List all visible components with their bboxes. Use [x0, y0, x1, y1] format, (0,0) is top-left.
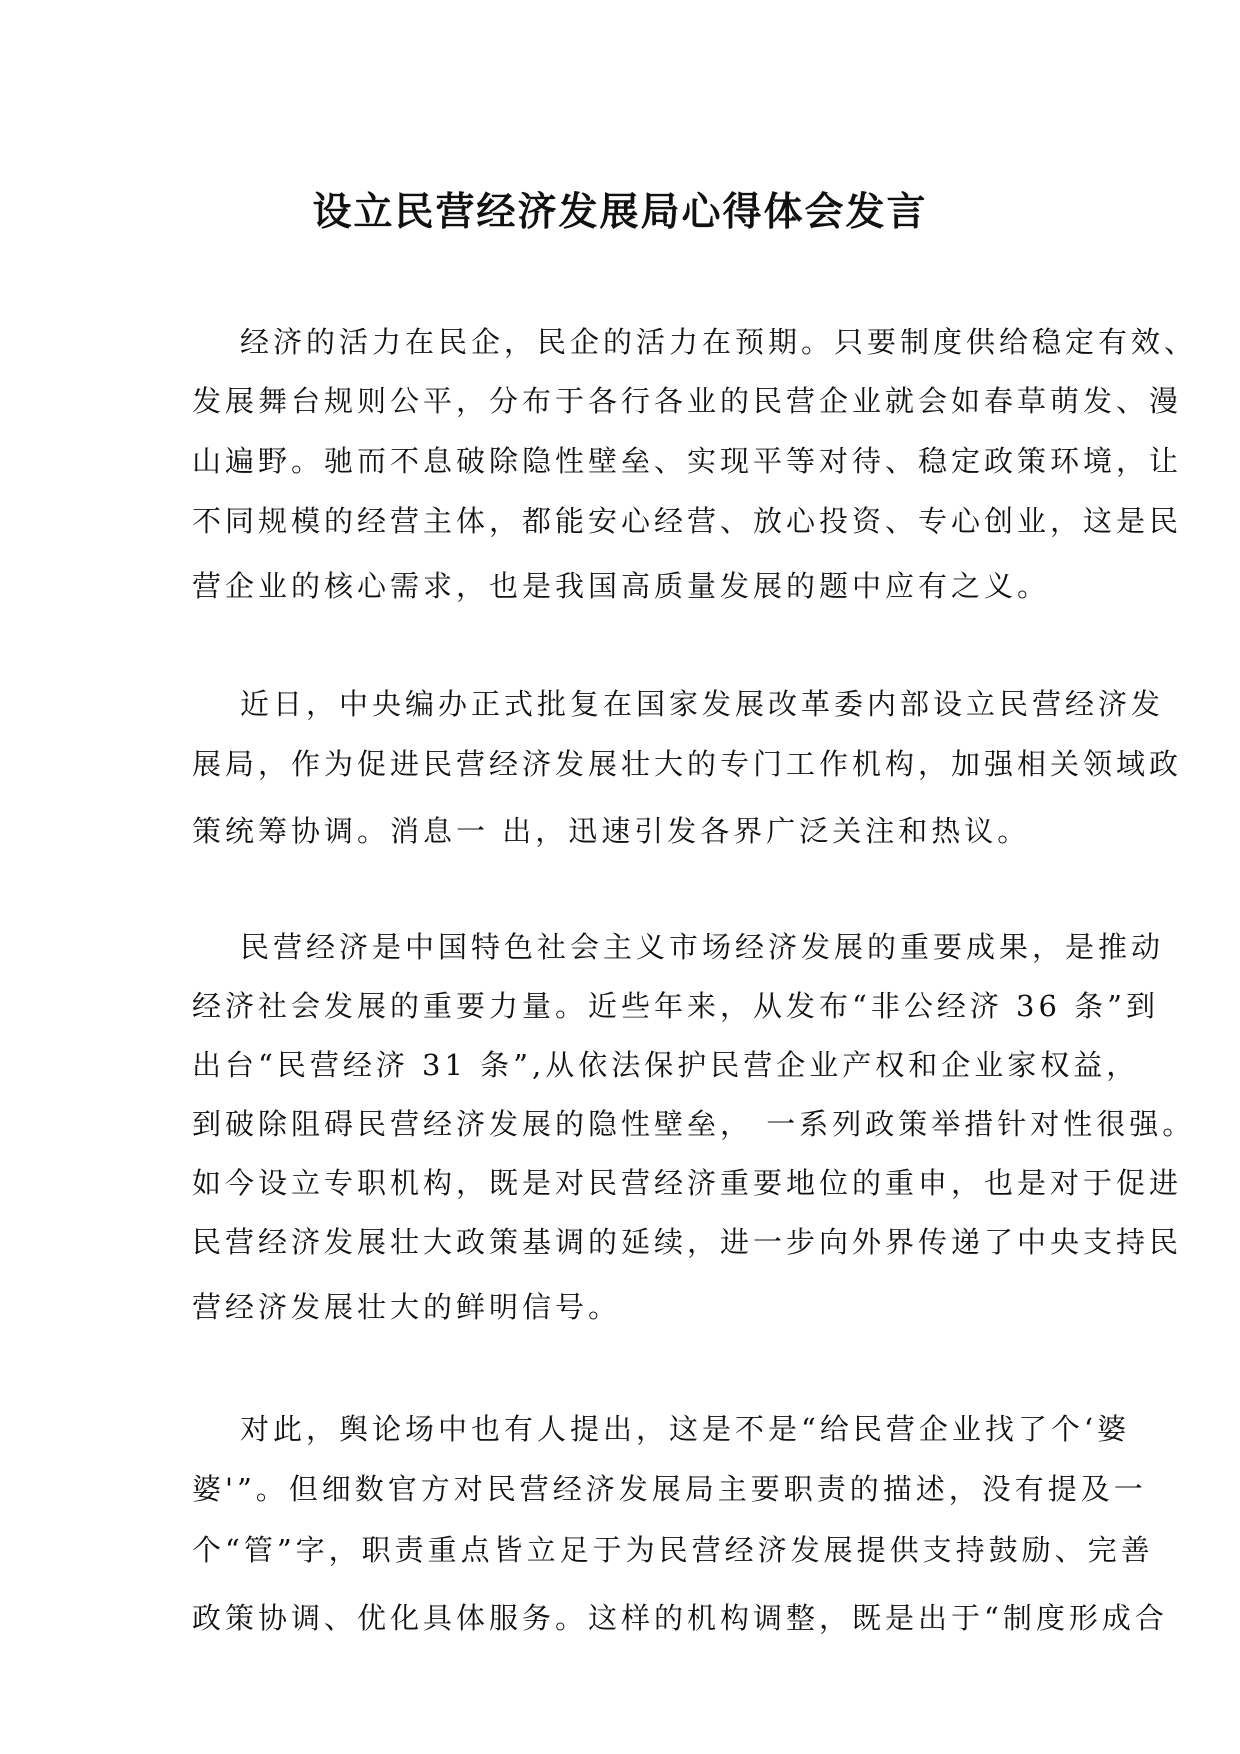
paragraph-line: 出台“民营经济 31 条”,从依法保护民营企业产权和企业家权益，	[192, 1048, 1140, 1082]
paragraph-line: 个“管”字，职责重点皆立足于为民营经济发展提供支持鼓励、完善	[192, 1533, 1154, 1567]
document-title: 设立民营经济发展局心得体会发言	[312, 190, 928, 235]
paragraph-line: 到破除阻碍民营经济发展的隐性壁垒， 一系列政策举措针对性很强。	[192, 1107, 1196, 1141]
paragraph-line: 经济的活力在民企，民企的活力在预期。只要制度供给稳定有效、	[240, 325, 1198, 359]
paragraph-line: 政策协调、优化具体服务。这样的机构调整，既是出于“制度形成合	[192, 1601, 1168, 1635]
paragraph-line: 不同规模的经营主体，都能安心经营、放心投资、专心创业，这是民	[192, 504, 1183, 538]
paragraph-line: 民营经济发展壮大政策基调的延续，进一步向外界传递了中央支持民	[192, 1225, 1183, 1259]
paragraph-line: 营经济发展壮大的鲜明信号。	[192, 1290, 622, 1324]
paragraph-line: 发展舞台规则公平，分布于各行各业的民营企业就会如春草萌发、漫	[192, 384, 1183, 418]
paragraph-line: 经济社会发展的重要力量。近些年来，从发布“非公经济 36 条”到	[192, 989, 1159, 1023]
paragraph-line: 营企业的核心需求，也是我国高质量发展的题中应有之义。	[192, 569, 1051, 603]
paragraph-line: 山遍野。驰而不息破除隐性壁垒、实现平等对待、稳定政策环境，让	[192, 444, 1183, 478]
paragraph-line: 婆'”。但细数官方对民营经济发展局主要职责的描述，没有提及一	[192, 1472, 1147, 1506]
paragraph-line: 近日，中央编办正式批复在国家发展改革委内部设立民营经济发	[240, 687, 1165, 721]
paragraph-line: 如今设立专职机构，既是对民营经济重要地位的重申，也是对于促进	[192, 1166, 1183, 1200]
paragraph-line: 策统筹协调。消息一 出，迅速引发各界广泛关注和热议。	[192, 814, 1031, 848]
paragraph-line: 展局，作为促进民营经济发展壮大的专门工作机构，加强相关领域政	[192, 747, 1183, 781]
paragraph-line: 民营经济是中国特色社会主义市场经济发展的重要成果，是推动	[240, 930, 1165, 964]
paragraph-line: 对此，舆论场中也有人提出，这是不是“给民营企业找了个‘婆	[240, 1412, 1131, 1446]
